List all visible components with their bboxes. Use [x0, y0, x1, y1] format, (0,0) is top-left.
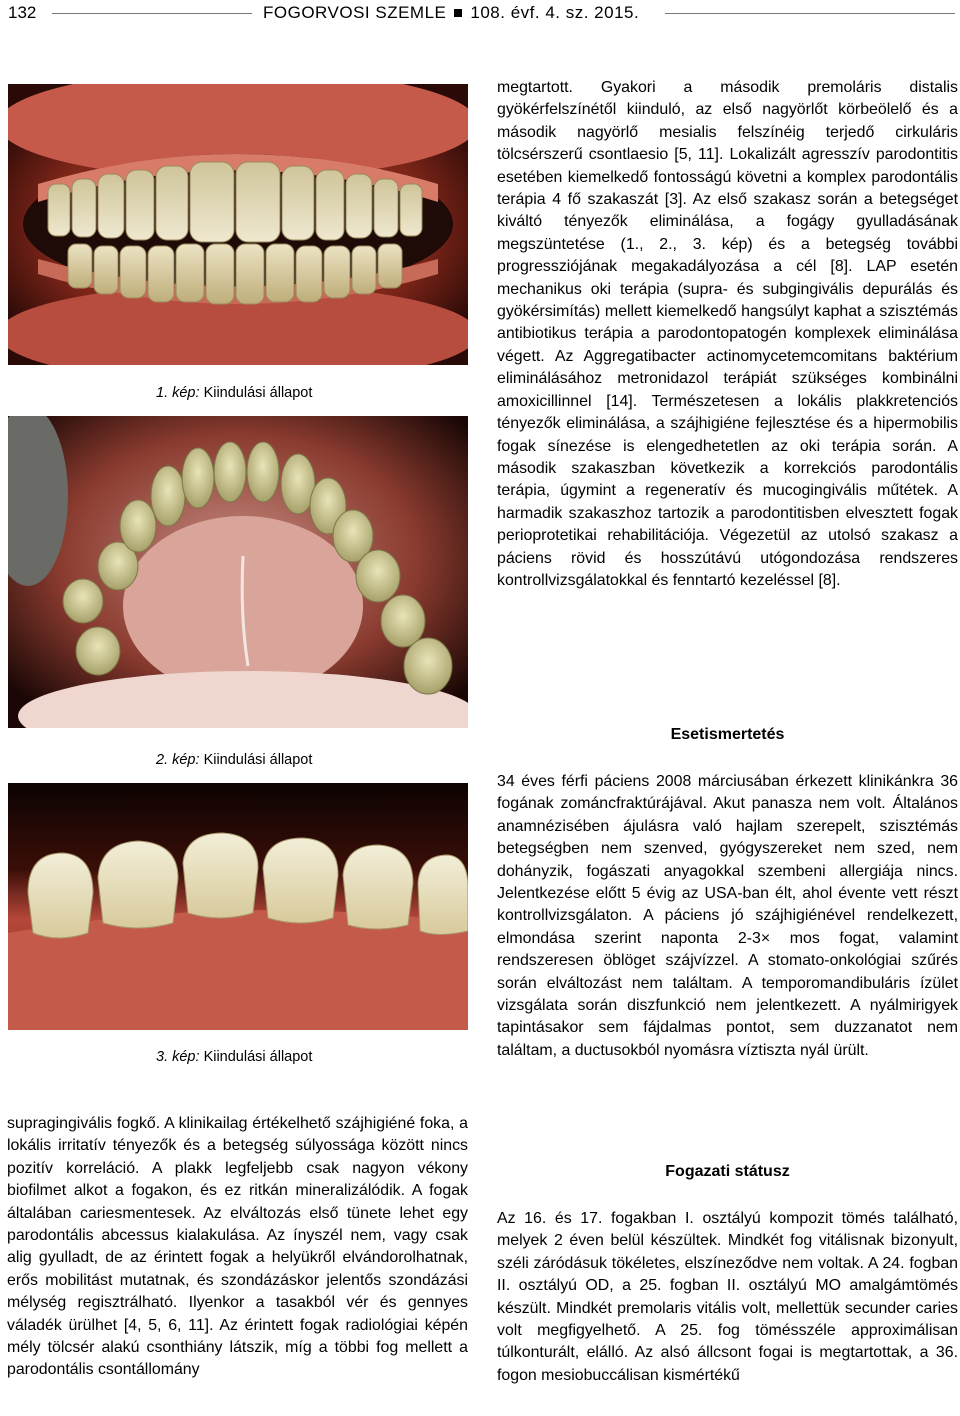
figure-1-label: 1. kép:	[156, 385, 200, 401]
section-heading-fogazati-status: Fogazati státusz	[665, 1163, 790, 1180]
figure-3-label: 3. kép:	[156, 1049, 200, 1065]
right-column-section-2	[497, 1208, 958, 1387]
figure-1-text: Kiindulási állapot	[203, 385, 313, 401]
body-paragraph: megtartott. Gyakori a második premoláris distalis gyökérfelszínétől kiinduló, az első nagyörlőt körbeölelő és a második nagyörlő mesialis felszínéig terjedő cirkuláris tölcsérszerű csontlaesio [5, 11]. Lokalizált agresszív parodontitis esetében kiemelkedő fontosságú követni a komplex parodontális terápia 4 fő szakaszát [3]. Az első szakasz során a betegséget kiváltó tényezők eliminálása, a fogágy gyulladásának megszüntetése (1., 2., 3. kép) és a betegség további progressziójának megakadályozása a cél [8]. LAP esetén mechanikus oki terápia (supra- és subgingivális depurálás és gyökérsimítás) mellett kiemelkedő hangsúlyt kaphat a szisztémás antibiotikus terápia a parodontopatogén komplexek eliminálása végett. Az Aggregatibacter actinomycetemcomitans baktérium eliminálásához metronidazol terápiát szükséges kombinálni amoxicillinnel [14]. Természetesen a lokális plakkretenciós tényezők eliminálása, a szájhigiéne fejlesztése és a hipermobilis fogak sínezése is elengedhetetlen az oki terápia során. A második szakaszban következik a korrekciós parodontális terápia, úgymint a regeneratív és mucogingivális műtétek. A harmadik szakaszhoz tartozik a parodontitisben elvesztett fogak perioprotetikai rehabilitációja. Végezetül az utolsó szakasz a páciens rövid és hosszútávú utógondozása rendszeres kontrollvizsgálatokkal és fenntartó kezeléssel [8].	[497, 79, 958, 589]
square-bullet-icon	[454, 9, 462, 17]
right-column-section-1	[497, 771, 958, 1062]
figure-2-photo	[8, 416, 468, 728]
header-rule-right	[665, 13, 955, 14]
page-number: 132	[8, 3, 37, 22]
figure-2-text: Kiindulási állapot	[203, 752, 313, 768]
figure-2-label: 2. kép:	[156, 752, 200, 768]
running-header	[263, 3, 639, 23]
body-paragraph: supragingivális fogkő. A klinikailag értékelhető szájhigiéné foka, a lokális irritatív tényezők és a betegség súlyossága között nincs pozitív korreláció. A plakk legfeljebb csak nagyon vékony biofilmet alkot a fogakon, és ez ritkán mineralizálódik. A fogak általában cariesmentesek. Az elváltozás első tünete lehet egy parodontális abcessus kialakulása. Az ínyszél nem, vagy csak alig gyulladt, de az érintett fogak a helyükről elvándorolhatnak, erős mobilitást mutatnak, és szondázáskor jelentős szondázási mélység regisztrálható. Ilyenkor a tasakból vér és gennyes váladék ürülhet [4, 5, 6, 11]. Az érintett fogak radiológiai képén mély tölcsér alakú csonthiány látszik, míg a többi fog mellett a parodontális csontállomány	[7, 1115, 468, 1379]
figure-3-caption	[156, 1049, 312, 1065]
right-column-paragraph-1	[497, 77, 958, 592]
figure-2-caption	[156, 752, 312, 768]
body-paragraph: 34 éves férfi páciens 2008 márciusában érkezett klinikánkra 36 fogának zománcfraktúrájával. Akut panasza nem volt. Általános anamnézisében ájulásra való hajlam szerepelt, szisztémás betegségben nem szenved, gyógyszereket nem szed, nem dohányzik, fogászati anyagokkal szembeni allergiája nincs. Jelentkezése előtt 5 évig az USA-ban élt, ahol évente vett részt kontrollvizsgálaton. A páciens jó szájhigiénével rendelkezett, elmondása szerint naponta 2-3× mos fogat, valamint rendszeresen öblöget szájvízzel. A stomato-onkológiai szűrés során elváltozást nem találtam. A temporomandibuláris ízület vizsgálata során diszfunkció nem jelentkezett. A nyálmirigyek tapintásakor sem fájdalmas pontot, sem duzzanatot nem találtam, a ductusokból nyomásra víztiszta nyál ürült.	[497, 773, 958, 1059]
figure-3-text: Kiindulási állapot	[203, 1049, 313, 1065]
body-paragraph: Az 16. és 17. fogakban I. osztályú kompozit tömés található, melyek 2 éven belül készültek. Mindkét fog vitálisnak bizonyult, széli záródásuk tökéletes, elszíneződve nem voltak. A 24. fogban II. osztályú OD, a 25. fogban II. osztályú MO amalgámtömés készült. Mindkét premolaris vitális volt, mellettük secunder caries volt megfigyelhető. A 25. fog tömésszéle approximálisan túlkonturált, elálló. Az alsó állcsont fogai is megtartottak, a 36. fogon mesiobuccálisan kismértékű	[497, 1210, 958, 1384]
figure-3-photo	[8, 783, 468, 1030]
header-rule-left	[52, 13, 252, 14]
issue-info: 108. évf. 4. sz. 2015.	[470, 3, 640, 22]
figure-1-photo	[8, 84, 468, 365]
section-heading-esetismertetes: Esetismertetés	[670, 726, 785, 743]
left-column-paragraph-1	[7, 1113, 468, 1382]
figure-1-caption	[156, 385, 312, 401]
journal-name: FOGORVOSI SZEMLE	[263, 3, 447, 22]
